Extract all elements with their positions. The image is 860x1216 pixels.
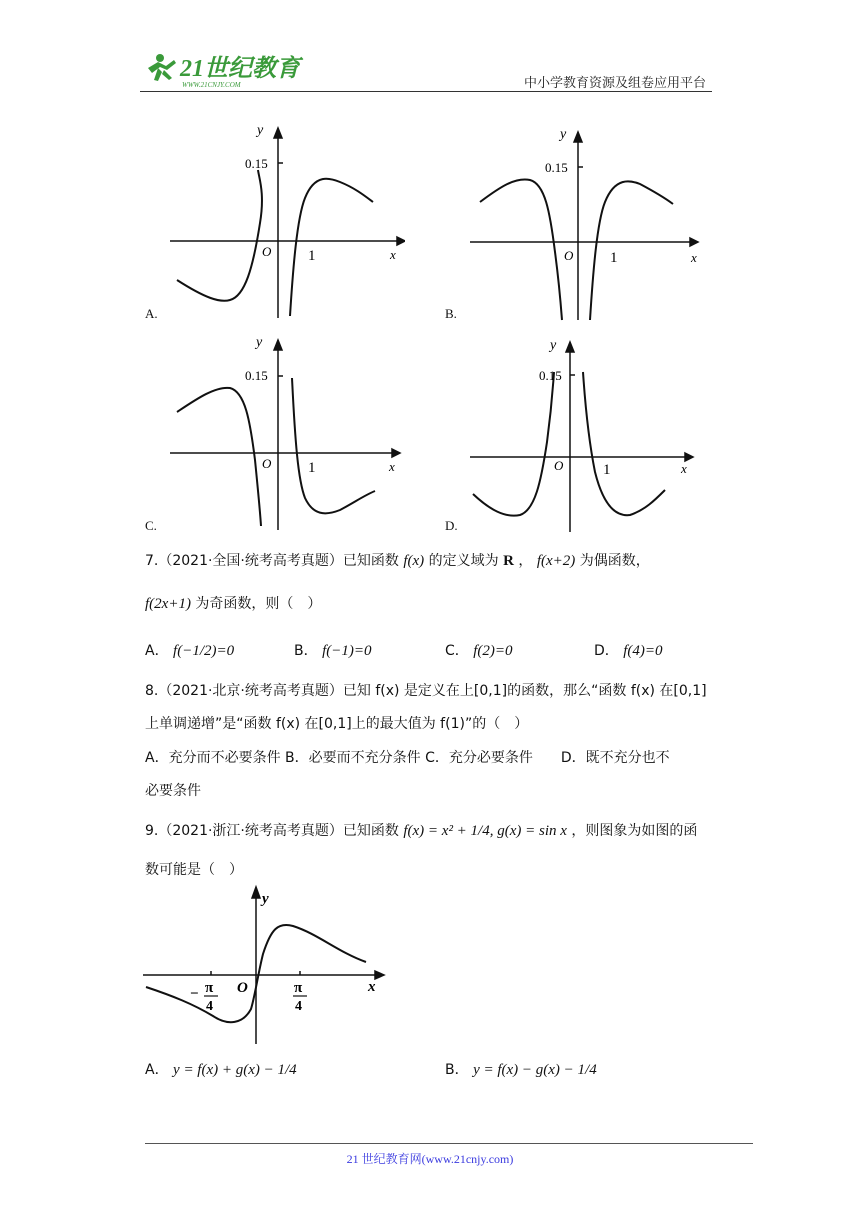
- q9-text-end: ，则图象为如图的函: [571, 823, 698, 839]
- origin-label: O: [564, 248, 574, 263]
- q9-option-b: [445, 1060, 597, 1080]
- q7-option-c: [445, 641, 513, 661]
- footer-divider: [145, 1143, 753, 1144]
- tick-y-label: 0.15: [245, 368, 268, 383]
- q9-line2: 数可能是（ ）: [145, 862, 243, 878]
- q9-neg-pi: π: [205, 980, 214, 996]
- axis-x-label: x: [691, 250, 697, 265]
- q7-option-b: [294, 641, 371, 661]
- tick-x-label: 1: [308, 460, 316, 476]
- q9-neg-four: 4: [206, 999, 213, 1014]
- axis-y-label: y: [257, 123, 264, 138]
- q9-axis-x-label: x: [368, 979, 376, 995]
- q9-option-a: [145, 1060, 297, 1080]
- q7-option-c-expr: f(2)=0: [473, 643, 513, 659]
- q9-pos-pi: π: [294, 980, 303, 996]
- origin-label: O: [262, 456, 272, 471]
- q9-graph: [143, 884, 388, 1046]
- axis-x-label: x: [390, 247, 396, 262]
- q7-domain-text: 的定义域为: [428, 553, 499, 569]
- logo-url: WWW.21CNJY.COM: [182, 81, 241, 89]
- q7-option-a: [145, 641, 234, 661]
- q7-text-start: 7.（2021·全国·统考高考真题）已知函数: [145, 553, 399, 569]
- q8-line4: 必要条件: [145, 783, 201, 799]
- option-b-label: B.: [445, 306, 457, 321]
- option-d-label: D.: [445, 518, 458, 533]
- axis-y-label: y: [550, 338, 557, 353]
- q7-option-b-expr: f(−1)=0: [322, 643, 372, 659]
- tick-y-label: 0.15: [539, 368, 562, 383]
- q9-option-a-label: A．: [145, 1062, 169, 1078]
- q9-option-a-expr: y = f(x) + g(x) − 1/4: [173, 1062, 297, 1078]
- q7-line2: [145, 594, 321, 614]
- axis-y-label: y: [256, 335, 263, 350]
- q9-pos-four: 4: [295, 999, 302, 1014]
- q7-odd-text: 为奇函数，则（ ）: [195, 596, 322, 612]
- q7-even-text: 为偶函数，: [579, 553, 650, 569]
- tick-x-label: 1: [610, 250, 618, 266]
- tick-y-label: 0.15: [245, 156, 268, 171]
- header-platform-text: 中小学教育资源及组卷应用平台: [524, 76, 707, 91]
- q7-option-d-expr: f(4)=0: [623, 643, 663, 659]
- q9-option-b-label: B．: [445, 1062, 469, 1078]
- option-c-label: C.: [145, 518, 157, 533]
- q9-origin-label: O: [237, 980, 248, 996]
- q7-fx: f(x): [403, 553, 425, 569]
- q7-option-a-label: A．: [145, 643, 169, 659]
- option-a-label: A.: [145, 306, 158, 321]
- origin-label: O: [554, 458, 564, 473]
- graph-option-a: [165, 118, 405, 323]
- q7-option-b-label: B．: [294, 643, 318, 659]
- q7-option-d-label: D．: [594, 643, 619, 659]
- graph-option-c: [165, 330, 405, 535]
- graph-option-b: [465, 122, 705, 322]
- logo-text: 21世纪教育: [180, 56, 300, 82]
- q7-fx-plus-2: f(x+2): [536, 553, 576, 569]
- tick-x-label: 1: [603, 462, 611, 478]
- q7-line1: [145, 551, 650, 571]
- q7-option-c-label: C．: [445, 643, 469, 659]
- tick-y-label: 0.15: [545, 160, 568, 175]
- origin-label: O: [262, 244, 272, 259]
- q9-option-b-expr: y = f(x) − g(x) − 1/4: [473, 1062, 597, 1078]
- q9-function-defs: f(x) = x² + 1/4, g(x) = sin x: [403, 823, 567, 839]
- q7-option-a-expr: f(−1/2)=0: [173, 643, 235, 659]
- q8-line1: 8.（2021·北京·统考高考真题）已知 f(x) 是定义在上[0,1]的函数，那么“函数 f(x) 在[0,1]: [145, 683, 707, 699]
- header-divider: [140, 91, 712, 92]
- q7-f-2x-plus-1: f(2x+1): [145, 596, 191, 612]
- q8-line3: A．充分而不必要条件 B．必要而不充分条件 C．充分必要条件 D．既不充分也不: [145, 750, 670, 766]
- q9-minus-sign: −: [190, 986, 199, 1002]
- q7-real-set: R: [503, 553, 514, 569]
- q7-option-d: [594, 641, 663, 661]
- footer-link[interactable]: 21 世纪教育网(www.21cnjy.com): [346, 1152, 514, 1166]
- axis-x-label: x: [681, 461, 687, 476]
- axis-y-label: y: [560, 127, 567, 142]
- site-logo: [140, 46, 320, 90]
- q9-axis-y-label: y: [262, 891, 269, 907]
- q9-text-start: 9.（2021·浙江·统考高考真题）已知函数: [145, 823, 399, 839]
- q7-comma: ，: [518, 553, 533, 569]
- graph-option-d: [465, 332, 705, 537]
- q9-line1: [145, 821, 697, 841]
- tick-x-label: 1: [308, 248, 316, 264]
- q8-line2: 上单调递增”是“函数 f(x) 在[0,1]上的最大值为 f(1)”的（ ）: [145, 716, 529, 732]
- axis-x-label: x: [389, 459, 395, 474]
